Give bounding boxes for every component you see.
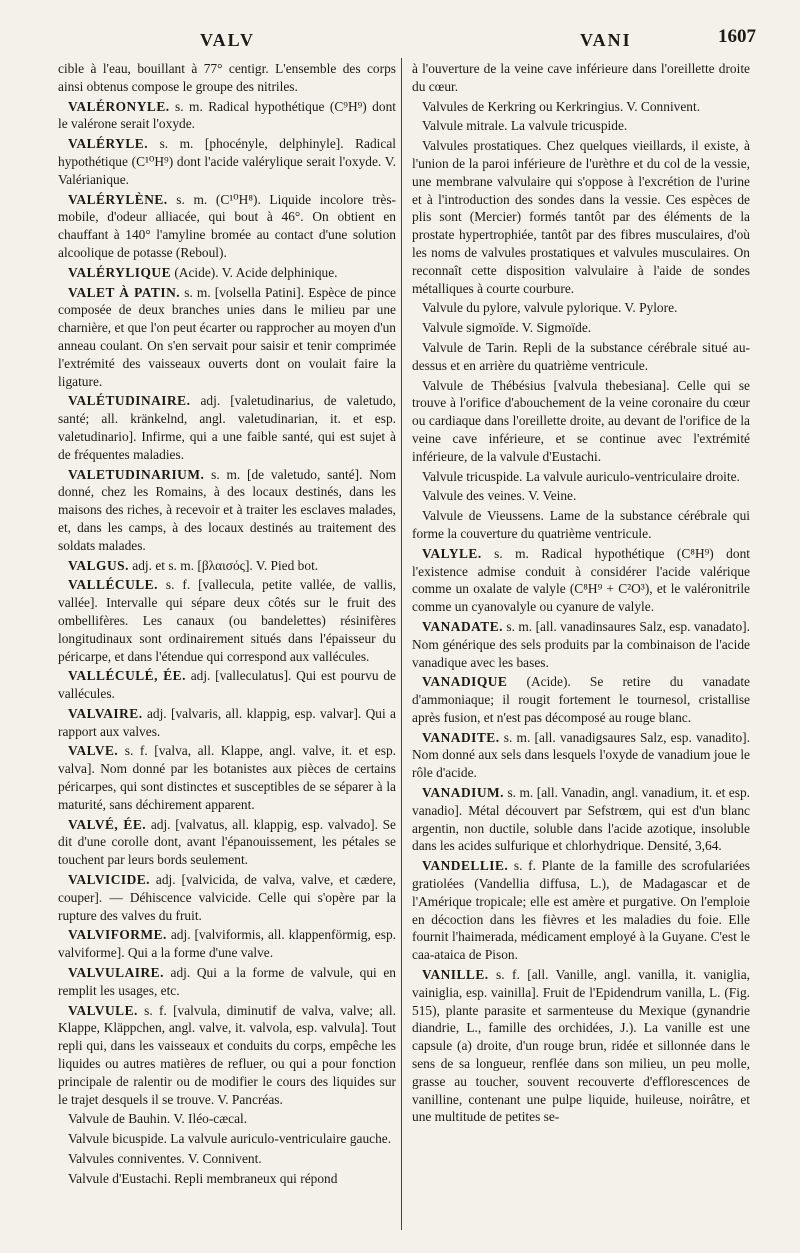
entry-text: s. m. Radical hypothétique (C⁹H⁹) dont le valérone serait l'oxyde. bbox=[58, 98, 396, 132]
left-column bbox=[58, 60, 396, 1190]
entry-text: à l'ouverture de la veine cave inférieure dans l'oreillette droite du cœur. bbox=[412, 61, 750, 94]
entry-text: Valvule de Tarin. Repli de la substance cérébrale situé au-dessus et en arrière du quatrième ventricule. bbox=[412, 339, 750, 373]
entry-text: Valvule bicuspide. La valvule auriculo-ventriculaire gauche. bbox=[68, 1131, 392, 1147]
entry-text: s. m. [de valetudo, santé]. Nom donné, chez les Romains, à des locaux destinés, dans les maisons des riches, à recevoir et à traiter les esclaves malades, et, dans les camps, à des locaux destinés au traitement des soldats malades. bbox=[58, 466, 396, 553]
dictionary-entry bbox=[412, 618, 750, 671]
headword: VALVÉ, ÉE. bbox=[68, 816, 147, 832]
entry-text: s. f. Plante de la famille des scrofulariées gratiolées (Vandellia diffusa, L.), de Madagascar et de l'Amérique tropicale; elle est amère et purgative. On l'emploie en décoction dans les fièvres et les maladies du foie. Elle fournit l'haimerada, médicament employé à la Guyane. C'est le caa-ataica de Pison. bbox=[412, 858, 750, 963]
entry-paragraph bbox=[412, 137, 750, 297]
headword: VALVULE. bbox=[68, 1002, 138, 1018]
headword: VALETUDINARIUM. bbox=[68, 466, 205, 482]
entry-text: s. f. [vallecula, petite vallée, de vallis, vallée]. Intervalle qui sépare deux côtés sur le fruit des ombellifères. Les canaux (ou bandelettes) résinifères longitudinaux sont ordinairement situés dans l'épaisseur du péricarpe, et dans l'étendue qui correspond aux vallécules. bbox=[58, 577, 396, 664]
entry-paragraph bbox=[412, 117, 750, 135]
entry-text: cible à l'eau, bouillant à 77° centigr. L'ensemble des corps ainsi obtenus compose le groupe des nitriles. bbox=[58, 61, 396, 94]
entry-text: Valvule du pylore, valvule pylorique. V. Pylore. bbox=[422, 300, 678, 316]
headword: VALVAIRE. bbox=[68, 705, 143, 721]
headword: VALYLE. bbox=[422, 545, 482, 561]
dictionary-entry bbox=[412, 857, 750, 964]
entry-text: adj. [valvaris, all. klappig, esp. valvar]. Qui a rapport aux valves. bbox=[58, 705, 396, 739]
headword: VANADIUM. bbox=[422, 785, 504, 801]
header-left-word: VALV bbox=[200, 30, 256, 50]
headword: VALGUS. bbox=[68, 557, 129, 573]
headword: VANDELLIE. bbox=[422, 858, 509, 874]
entry-text: adj. [valetudinarius, de valetudo, santé; all. kränkelnd, angl. valetudinarian, it. et esp. valetudinario]. Infirme, qui a une faible santé, qui est sujet à de fréquentes maladies. bbox=[58, 393, 396, 462]
entry-text: s. m. [phocényle, delphinyle]. Radical hypothétique (C¹⁰H⁹) dont l'acide valérylique serait l'oxyde. V. Valérianique. bbox=[58, 136, 396, 187]
entry-paragraph bbox=[412, 507, 750, 543]
headword: VALLÉCULÉ, ÉE. bbox=[68, 668, 186, 684]
entry-paragraph bbox=[412, 339, 750, 375]
headword: VALVICIDE. bbox=[68, 872, 151, 888]
dictionary-entry bbox=[58, 557, 396, 575]
entry-text: adj. [valvatus, all. klappig, esp. valvado]. Se dit d'une corolle dont, avant l'épanouissement, les pétales se touchent par leurs bords seulement. bbox=[58, 816, 396, 868]
dictionary-entry bbox=[58, 964, 396, 1000]
entry-text: s. m. [all. vanadigsaures Salz, esp. vanadito]. Nom donné aux sels dans lesquels l'oxyde de vanadium joue le rôle d'acide. bbox=[412, 729, 750, 781]
dictionary-entry bbox=[412, 966, 750, 1126]
headword: VALVIFORME. bbox=[68, 927, 167, 943]
entry-text: s. m. (C¹⁰H⁸). Liquide incolore très-mobile, d'odeur alliacée, qui bout à 46°. On obtient en chauffant à 140° l'amyline bromée au contact d'une solution alcoolique de potasse (Reboul). bbox=[58, 191, 396, 260]
dictionary-entry bbox=[58, 871, 396, 924]
entry-paragraph bbox=[58, 1150, 396, 1168]
dictionary-entry bbox=[58, 264, 396, 282]
headword: VALLÉCULE. bbox=[68, 577, 158, 593]
headword: VANADITE. bbox=[422, 729, 500, 745]
headword: VALÉRYLÈNE. bbox=[68, 191, 168, 207]
entry-text: adj. [valleculatus]. Qui est pourvu de vallécules. bbox=[58, 668, 396, 702]
entry-paragraph bbox=[412, 487, 750, 505]
entry-paragraph bbox=[412, 98, 750, 116]
dictionary-entry bbox=[58, 816, 396, 869]
entry-text: (Acide). Se retire du vanadate d'ammoniaque; il rougit fortement le tournesol, cristallise après fusion, et n'est pas décomposé au rouge blanc. bbox=[412, 674, 750, 725]
entry-text: adj. Qui a la forme de valvule, qui en remplit les usages, etc. bbox=[58, 965, 396, 998]
entry-paragraph bbox=[412, 299, 750, 317]
entry-text: Valvules conniventes. V. Connivent. bbox=[68, 1151, 262, 1167]
page-number: 1607 bbox=[718, 26, 756, 47]
entry-text: Valvule de Bauhin. V. Iléo-cæcal. bbox=[68, 1111, 248, 1127]
entry-text: Valvule d'Eustachi. Repli membraneux qui répond bbox=[68, 1170, 338, 1186]
entry-text: Valvule des veines. V. Veine. bbox=[422, 488, 577, 504]
dictionary-entry bbox=[58, 284, 396, 391]
dictionary-entry bbox=[412, 673, 750, 726]
dictionary-entry bbox=[58, 705, 396, 741]
dictionary-entry bbox=[412, 784, 750, 855]
entry-text: s. f. [valva, all. Klappe, angl. valve, it. et esp. valva]. Nom donné par les botanistes aux pièces de certains péricarpes, qui sont distinctes et susceptibles de se séparer à la maturité, sans déchirement apparent. bbox=[58, 743, 396, 812]
entry-paragraph bbox=[58, 1110, 396, 1128]
entry-text: adj. [valviformis, all. klappenförmig, esp. valviforme]. Qui a la forme d'une valve. bbox=[58, 927, 396, 961]
dictionary-entry bbox=[58, 191, 396, 262]
headword: VANADATE. bbox=[422, 618, 504, 634]
dictionary-entry bbox=[412, 545, 750, 616]
dictionary-entry bbox=[58, 742, 396, 813]
entry-text: adj. [valvicida, de valva, valve, et cædere, couper]. — Déhiscence valvicide. Celle qui s'opère par la rupture des valves du fruit. bbox=[58, 872, 396, 923]
dictionary-entry bbox=[58, 392, 396, 463]
dictionary-entry bbox=[58, 926, 396, 962]
headword: VANADIQUE bbox=[422, 674, 508, 690]
headword: VALÉRONYLE. bbox=[68, 98, 170, 114]
entry-text: s. m. [all. vanadinsaures Salz, esp. vanadato]. Nom générique des sels produits par la combinaison de l'acide vanadique avec les bases. bbox=[412, 618, 750, 670]
entry-text: Valvule sigmoïde. V. Sigmoïde. bbox=[422, 320, 592, 336]
headword: VALÉTUDINAIRE. bbox=[68, 393, 191, 409]
headword: VANILLE. bbox=[422, 967, 489, 983]
entry-text: s. m. Radical hypothétique (C⁸H⁹) dont l'existence admise conduit à considérer l'acide valérique comme un oxalate de valyle (C⁸H⁹ + C²O³), et le valéronitrile comme un cyanovalyle ou cyanure de valyle. bbox=[412, 545, 750, 615]
running-header bbox=[40, 24, 760, 52]
headword: VALVULAIRE. bbox=[68, 965, 164, 981]
dictionary-entry bbox=[58, 667, 396, 703]
header-right-word: VANI bbox=[580, 30, 632, 50]
entry-text: Valvule de Thébésius [valvula thebesiana]. Celle qui se trouve à l'orifice d'abouchement de la veine coronaire du cœur ou cardiaque dans l'oreillette droite, au devant de l'orifice de la veine cave inférieure, et se continue avec l'extrémité inférieure, de la valvule d'Eustachi. bbox=[412, 377, 750, 464]
entry-text: Valvules de Kerkring ou Kerkringius. V. Connivent. bbox=[422, 98, 701, 114]
entry-paragraph bbox=[412, 319, 750, 337]
dictionary-entry bbox=[58, 1002, 396, 1109]
headword: VALET À PATIN. bbox=[68, 284, 181, 300]
right-column bbox=[412, 60, 750, 1128]
headword: VALÉRYLIQUE bbox=[68, 264, 172, 280]
dictionary-entry bbox=[58, 135, 396, 188]
headword: VALÉRYLE. bbox=[68, 136, 149, 152]
dictionary-entry bbox=[58, 466, 396, 555]
entry-paragraph bbox=[58, 1170, 396, 1188]
entry-text: (Acide). V. Acide delphinique. bbox=[171, 264, 338, 280]
entry-text: s. m. [all. Vanadin, angl. vanadium, it. et esp. vanadio]. Métal découvert par Sefstrœm, qui est d'un blanc argentin, non ductile, soluble dans l'acide azotique, insoluble dans les acides sulfurique et chlorhydrique. Densité, 3,64. bbox=[412, 785, 750, 854]
column-divider bbox=[401, 58, 402, 1230]
entry-paragraph bbox=[412, 377, 750, 466]
entry-paragraph bbox=[58, 60, 396, 96]
entry-paragraph bbox=[58, 1130, 396, 1148]
entry-text: s. m. [volsella Patini]. Espèce de pince composée de deux branches unies dans le milieu par une charnière, et que l'on peut écarter ou rapprocher au moyen d'un anneau coulant. On s'en servait pour saisir et tenir comprimée l'extrémité des vaisseaux ouverts dont on voulait faire la ligature. bbox=[58, 284, 396, 389]
entry-text: Valvule mitrale. La valvule tricuspide. bbox=[422, 118, 628, 134]
entry-text: s. f. [valvula, diminutif de valva, valve; all. Klappe, Kläppchen, angl. valve, it. valvola, esp. valvula]. Tout repli qui, dans les vaisseaux et conduits du corps, empêche les liquides ou autres matières de refluer, ou qui a pour fonction principale de ralentir ou de modifier le cours des liquides sur le trajet desquels il se trouve. V. Pancréas. bbox=[58, 1002, 396, 1107]
entry-text: Valvule de Vieussens. Lame de la substance cérébrale qui forme la couverture du quatrième ventricule. bbox=[412, 508, 750, 541]
entry-paragraph bbox=[412, 468, 750, 486]
entry-paragraph bbox=[412, 60, 750, 96]
dictionary-entry bbox=[58, 98, 396, 134]
entry-text: adj. et s. m. [βλαισός]. V. Pied bot. bbox=[128, 557, 319, 573]
entry-text: Valvules prostatiques. Chez quelques vieillards, il existe, à l'union de la paroi inférieure de l'urèthre et du col de la vessie, une membrane valvulaire qui s'oppose à l'excrétion de l'urine et à l'introduction des sondes dans la vessie. Ces espèces de plis sont (Mercier) formés tantôt par des éléments de la prostate hypertrophiée, tantôt par des fibres musculaires, d'où les noms de valvules prostatiques et valvules musculaires. On reconnaît cette disposition valvulaire à l'aide de sondes métalliques à courte courbure. bbox=[412, 138, 750, 296]
headword: VALVE. bbox=[68, 743, 119, 759]
entry-text: Valvule tricuspide. La valvule auriculo-ventriculaire droite. bbox=[422, 468, 740, 484]
dictionary-entry bbox=[412, 729, 750, 782]
dictionary-entry bbox=[58, 576, 396, 665]
entry-text: s. f. [all. Vanille, angl. vanilla, it. vaniglia, vainiglia, esp. vainilla]. Fruit de l'Epidendrum vanilla, L. (Fig. 515), plante parasite et sarmenteuse du Mexique (gynandrie diandrie, L., famille des orchidées, J.). La vanille est une capsule (a) droite, d'un rouge brun, ridée et sillonnée dans le sens de sa longueur, renflée dans son milieu, un peu molle, grasse au toucher, souvent recouverte d'efflorescences de vanilline, contenant une pulpe liquide, huileuse, noirâtre, et une multitude de petites se- bbox=[412, 967, 750, 1125]
